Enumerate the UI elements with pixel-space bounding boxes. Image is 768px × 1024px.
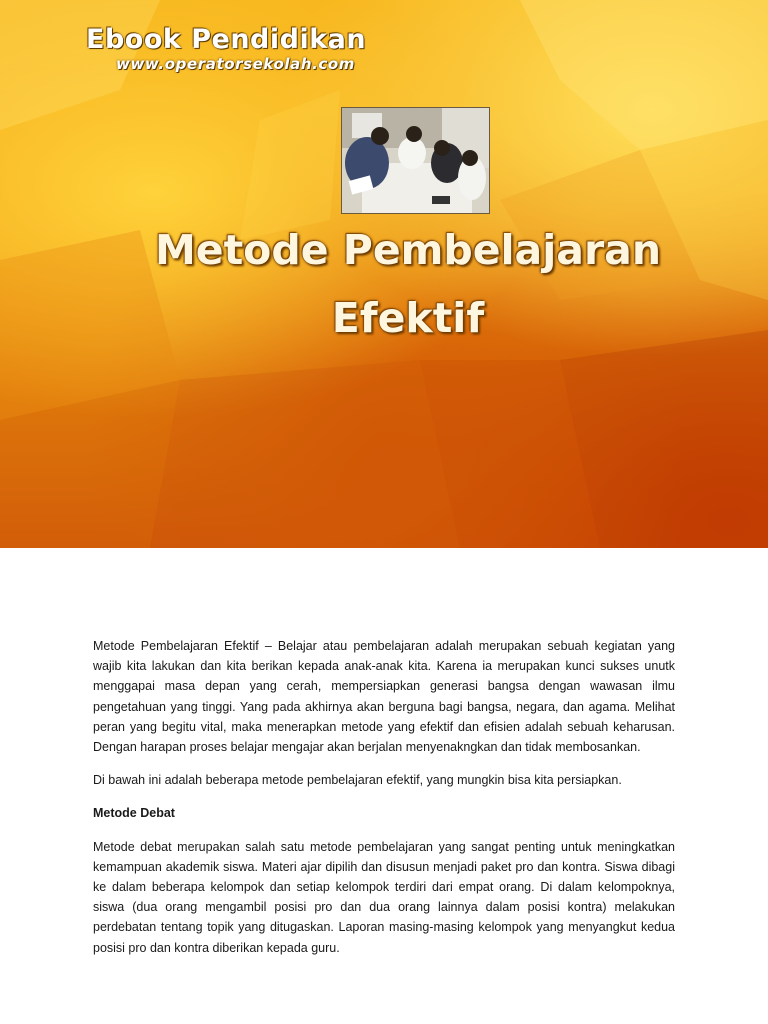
debat-paragraph: Metode debat merupakan salah satu metode pembelajaran yang sangat penting untuk meningkatkan kemampuan akademik siswa. Materi ajar dipilih dan disusun menjadi paket pro dan kontra. Siswa dibagi ke dalam beberapa kelompok dan setiap kelompok terdiri dari empat orang. Di dalam kelompoknya, siswa (dua orang mengambil posisi pro dan dua orang lainnya dalam posisi kontra) melakukan perdebatan tentang topik yang ditugaskan. Laporan masing-masing kelompok yang menyangkut kedua posisi pro dan kontra diberikan kepada guru. — [93, 839, 675, 955]
brand-url: www.operatorsekolah.com — [116, 55, 356, 73]
cover-title-line1: Metode Pembelajaran — [154, 226, 662, 274]
cover-title-line2: Efektif — [331, 294, 485, 342]
intro-paragraph — [93, 636, 675, 757]
document-body — [93, 636, 675, 971]
cover-photo — [341, 107, 490, 214]
intro-lead: Metode Pembelajaran Efektif — [93, 639, 259, 653]
section-heading-debat: Metode Debat — [93, 806, 175, 821]
intro-text: – Belajar atau pembelajaran adalah merupakan sebuah kegiatan yang wajib kita lakukan dan kita berikan kepada anak-anak kita. Karena ia merupakan kunci sukses unutk menggapai masa depan yang cerah, mempersiapkan generasi bangsa dengan wawasan ilmu pengetahuan yang tinggi. Yang pada akhirnya akan berguna bagi bangsa, negara, dan agama. Melihat peran yang begitu vital, maka menerapkan metode yang efektif dan efisien adalah sebuah keharusan. Dengan harapan proses belajar mengajar akan berjalan menyenakngkan dan tidak membosankan. — [93, 639, 675, 755]
methods-intro-paragraph: Di bawah ini adalah beberapa metode pembelajaran efektif, yang mungkin bisa kita persiapkan. — [93, 773, 622, 788]
brand-title: Ebook Pendidikan — [86, 24, 367, 55]
